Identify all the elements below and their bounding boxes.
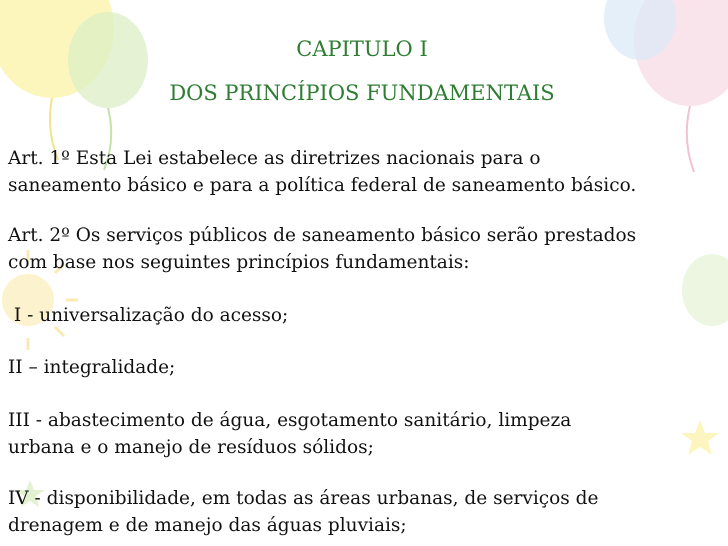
text-line: II – integralidade; [8,357,176,378]
text-line: saneamento básico e para a política federal de saneamento básico. [8,175,637,196]
item-ii [8,354,723,381]
article-2 [8,222,723,276]
chapter-subtitle: DOS PRINCÍPIOS FUNDAMENTAIS [169,81,555,105]
item-i [8,302,723,329]
text-line: Art. 1º Esta Lei estabelece as diretrizes nacionais para o [8,148,541,169]
text-line: I - universalização do acesso; [8,305,289,326]
text-line: III - abastecimento de água, esgotamento sanitário, limpeza [8,410,572,431]
text-line: IV - disponibilidade, em todas as áreas urbanas, de serviços de [8,488,599,509]
chapter-title-text: CAPITULO I [296,37,428,61]
text-line: Art. 2º Os serviços públicos de saneamento básico serão prestados [8,225,637,246]
article-1 [8,145,723,199]
chapter-title [0,36,728,62]
item-iii [8,407,723,461]
item-iv [8,485,723,539]
text-line: com base nos seguintes princípios fundamentais: [8,252,470,273]
text-line: drenagem e de manejo das águas pluviais; [8,515,407,536]
text-line: urbana e o manejo de resíduos sólidos; [8,437,374,458]
